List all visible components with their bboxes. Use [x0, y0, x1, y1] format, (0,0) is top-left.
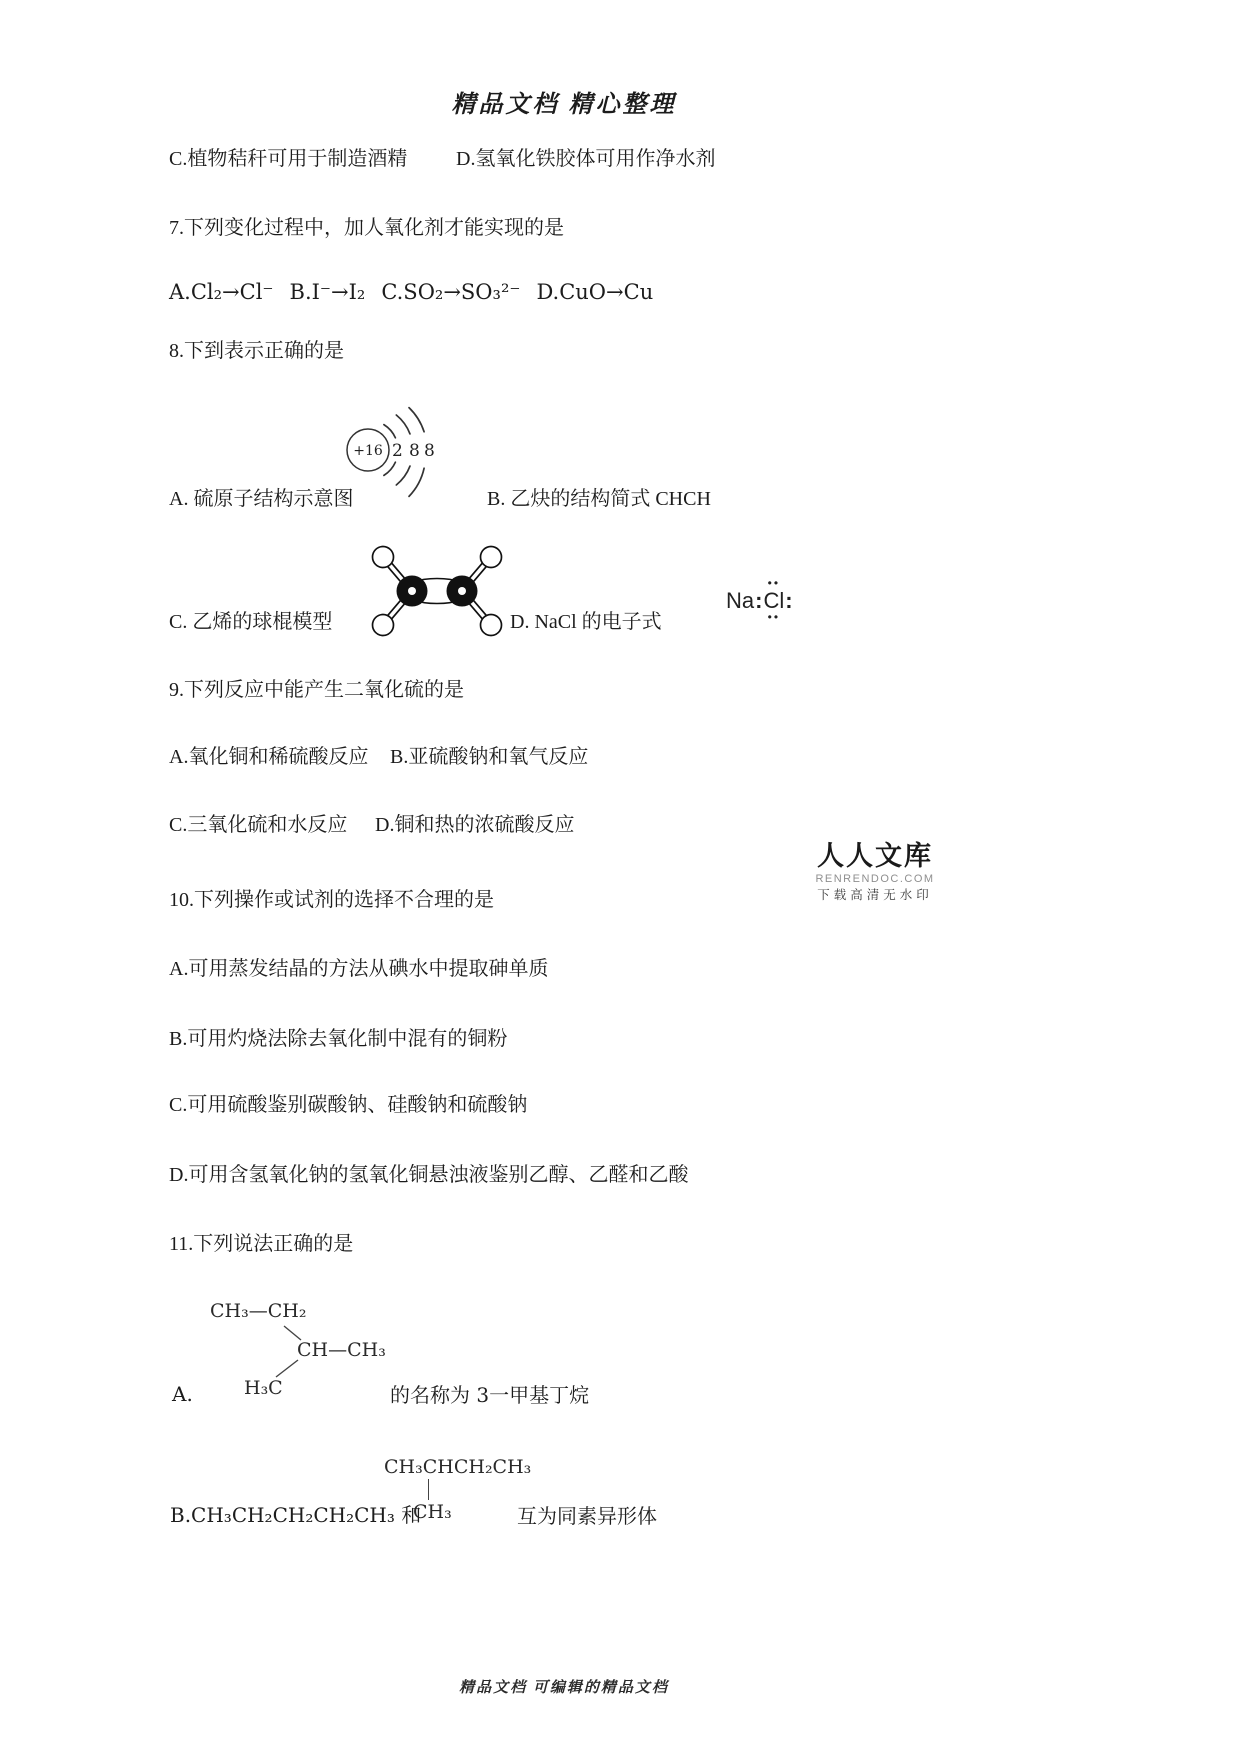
hydrogen-atom	[481, 547, 502, 568]
q10-option-d: D.可用含氢氧化钠的氢氧化铜悬浊液鉴别乙醇、乙醛和乙酸	[169, 1164, 689, 1186]
q9-option-a: A.氧化铜和稀硫酸反应	[169, 746, 369, 768]
q9-stem: 9.下列反应中能产生二氧化硫的是	[169, 679, 464, 701]
shell-arc	[409, 408, 424, 432]
electron-pair-colon: :	[755, 588, 763, 613]
electron-dots-bottom: ••	[767, 609, 781, 624]
structure-row: CH₃CHCH₂CH₃	[384, 1456, 532, 1478]
hydrogen-atom	[481, 615, 502, 636]
watermark	[800, 842, 950, 905]
shell-electron-count: 2	[392, 441, 403, 461]
chlorine-symbol: Cl	[763, 588, 785, 613]
shell-electron-count: 8	[409, 441, 420, 461]
nacl-electron-formula	[726, 576, 794, 624]
q11-option-b-row	[170, 1452, 730, 1530]
q11-option-a-caption: 的名称为 3一甲基丁烷	[390, 1383, 590, 1407]
q8-option-d: D. NaCl 的电子式	[510, 611, 662, 633]
q7-option-b: B.I⁻→I₂	[289, 280, 366, 304]
structure-row: H₃C	[244, 1377, 283, 1399]
carbon-highlight	[408, 587, 416, 595]
q9-option-d: D.铜和热的浓硫酸反应	[375, 814, 575, 836]
q10-option-a: A.可用蒸发结晶的方法从碘水中提取砷单质	[169, 958, 549, 980]
q8-option-a: A. 硫原子结构示意图	[169, 488, 354, 510]
page-footer: 精品文档 可编辑的精品文档	[459, 1680, 669, 1696]
q10-stem: 10.下列操作或试剂的选择不合理的是	[169, 889, 494, 911]
q11-stem: 11.下列说法正确的是	[169, 1233, 354, 1255]
q7-options-row	[169, 280, 653, 304]
q11-option-b-suffix: 互为同素异形体	[517, 1504, 657, 1528]
shell-arc	[384, 462, 396, 475]
shell-arc	[409, 468, 424, 496]
ethylene-ball-stick-model	[366, 543, 508, 640]
q7-option-a: A.Cl₂→Cl⁻	[169, 280, 274, 304]
q8-stem: 8.下到表示正确的是	[169, 340, 344, 362]
chlorine-with-lone-pairs	[763, 576, 785, 624]
structure-row: CH—CH₃	[297, 1339, 386, 1361]
carbon-highlight	[458, 587, 466, 595]
q10-option-b: B.可用灼烧法除去氧化制中混有的铜粉	[169, 1028, 508, 1050]
q8-option-c: C. 乙烯的球棍模型	[169, 611, 333, 633]
nucleus-charge: +16	[353, 443, 383, 459]
q8-option-b: B. 乙炔的结构简式 CHCH	[487, 488, 711, 510]
q11-option-a-label: A.	[172, 1382, 193, 1406]
hydrogen-atom	[373, 547, 394, 568]
sodium-symbol: Na	[726, 588, 755, 613]
watermark-brand: 人人文库	[817, 841, 933, 871]
q7-option-d: D.CuO→Cu	[536, 280, 654, 304]
structure-row: CH₃	[413, 1501, 452, 1523]
shell-arc	[396, 415, 410, 434]
hydrogen-atom	[373, 615, 394, 636]
q11-option-b-prefix: B.CH₃CH₂CH₂CH₂CH₃ 和	[170, 1503, 422, 1527]
q9-option-b: B.亚硫酸钠和氧气反应	[390, 746, 589, 768]
electron-dots-top: ••	[767, 576, 781, 590]
top-option-d: D.氢氧化铁胶体可用作净水剂	[456, 148, 716, 170]
q10-option-c: C.可用硫酸鉴别碳酸钠、硅酸钠和硫酸钠	[169, 1094, 528, 1116]
electron-pair-colon: :	[785, 588, 793, 613]
shell-arc	[384, 425, 396, 438]
q11-option-a-structure	[172, 1298, 642, 1416]
top-option-c: C.植物秸秆可用于制造酒精	[169, 148, 408, 170]
bond-line	[428, 1479, 429, 1500]
q7-stem: 7.下列变化过程中，加人氧化剂才能实现的是	[169, 217, 564, 239]
sulfur-atom-diagram	[336, 398, 458, 506]
watermark-tagline: 下载高清无水印	[817, 887, 933, 902]
structure-row: CH₃—CH₂	[210, 1300, 307, 1322]
shell-arc	[396, 466, 410, 485]
watermark-domain: RENRENDOC.COM	[815, 872, 935, 885]
q7-option-c: C.SO₂→SO₃²⁻	[381, 280, 521, 304]
q9-option-c: C.三氧化硫和水反应	[169, 814, 348, 836]
page-title: 精品文档 精心整理	[451, 92, 677, 118]
shell-electron-count: 8	[424, 441, 435, 461]
